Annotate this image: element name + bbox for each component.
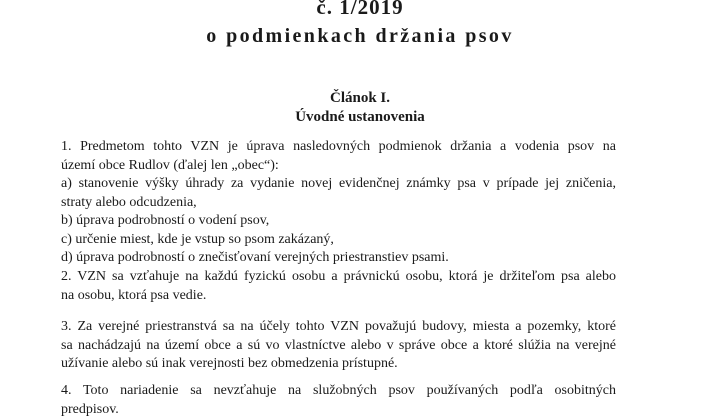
paragraph-3-line-1: 3. Za verejné priestranstvá sa na účely tohto VZN považujú budovy, miesta a pozemky, ktoré [61, 319, 616, 334]
paragraph-4 [61, 382, 616, 419]
list-item-a-continuation: straty alebo odcudzenia, [61, 194, 197, 210]
list-item-d: d) úprava podrobností o znečisťovaní verejných priestranstiev psami. [61, 250, 449, 265]
paragraph-3-line-2: sa nachádzajú na území obce a sú vo vlastníctve alebo v správe obce a ktoré slúžia na verejné [61, 337, 616, 353]
paragraph-1-line-1: 1. Predmetom tohto VZN je úprava nasledovných podmienok držania a vodenia psov na [61, 139, 616, 154]
list-item-b: b) úprava podrobností o vodení psov, [61, 213, 270, 228]
paragraph-2-line-1: 2. VZN sa vzťahuje na každú fyzickú osobu a právnickú osobu, ktorá je držiteľom psa alebo [61, 269, 616, 284]
paragraph-4-line-1: 4. Toto nariadenie sa nevzťahuje na služobných psov používaných podľa osobitných [61, 383, 616, 398]
paragraph-3 [61, 318, 616, 374]
paragraph-1-line-2: území obce Rudlov (ďalej len „obec“): [61, 157, 279, 173]
article-subtitle: Úvodné ustanovenia [295, 109, 425, 125]
list-item-a: a) stanovenie výšky úhrady za vydanie novej evidenčnej známky psa v prípade jej zničenia, [61, 176, 616, 191]
paragraph-4-line-2: predpisov. [61, 401, 119, 417]
paragraph-3-line-3: užívanie alebo sú inak verejnosti bez obmedzenia prístupné. [61, 356, 398, 371]
paragraph-2 [61, 268, 616, 305]
document-subject: o podmienkach držania psov [206, 25, 514, 47]
paragraph-2-line-2: na osobu, ktorá psa vedie. [61, 287, 207, 303]
list-item-c: c) určenie miest, kde je vstup so psom zakázaný, [61, 231, 334, 247]
paragraph-1 [61, 138, 616, 268]
article-title: Článok I. [329, 90, 391, 106]
document-number: č. 1/2019 [316, 0, 404, 19]
